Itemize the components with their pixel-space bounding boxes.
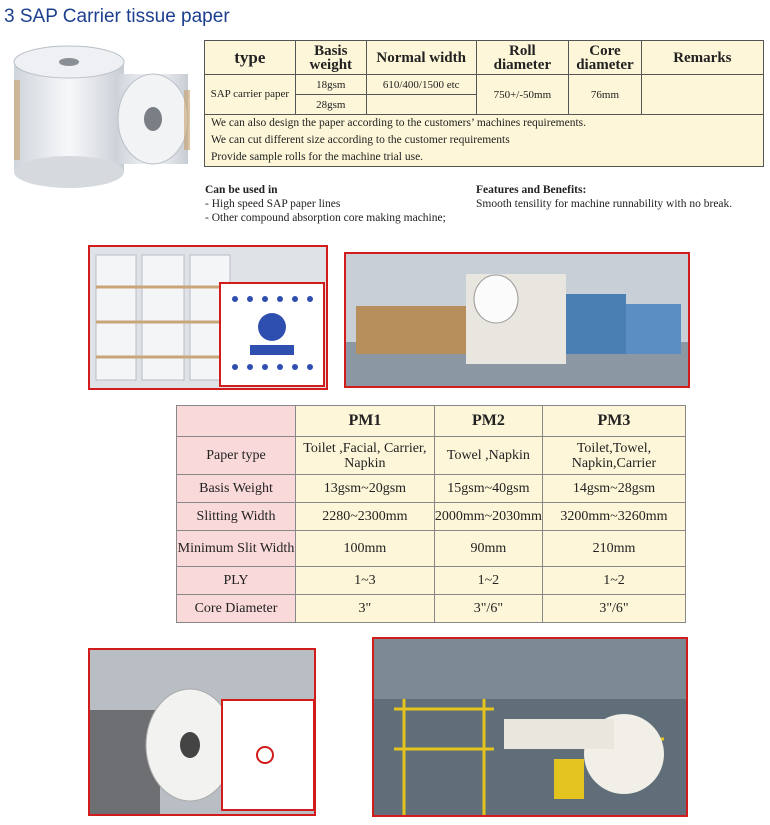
stacked-rolls-photo <box>88 245 328 390</box>
note-line: We can cut different size according to the customer requirements <box>211 134 510 146</box>
table-cell: 2000mm~2030mm <box>434 503 542 531</box>
cell-normal-width: 610/400/1500 etc <box>366 75 476 95</box>
row-label: PLY <box>177 567 296 595</box>
paper-rolls-photo <box>6 40 202 190</box>
row-label: Paper type <box>177 437 296 475</box>
header-roll-diameter: Roll diameter <box>476 41 569 75</box>
table-cell: 210mm <box>542 531 685 567</box>
column-header: PM1 <box>296 406 435 437</box>
features-heading: Features and Benefits: <box>476 184 587 196</box>
row-label: Basis Weight <box>177 475 296 503</box>
cell-basis-weight-2: 28gsm <box>295 95 366 115</box>
note-line: We can also design the paper according to the customers’ machines requirements. <box>211 117 587 129</box>
table-cell: 15gsm~40gsm <box>434 475 542 503</box>
table-corner <box>177 406 296 437</box>
usage-item: - Other compound absorption core making machine; <box>205 212 446 224</box>
header-basis-weight: Basis weight <box>295 41 366 75</box>
table-cell: 1~3 <box>296 567 435 595</box>
table-cell: 2280~2300mm <box>296 503 435 531</box>
table-cell: 1~2 <box>542 567 685 595</box>
cell-remarks <box>641 75 763 115</box>
table-cell: 3200mm~3260mm <box>542 503 685 531</box>
table-cell: 13gsm~20gsm <box>296 475 435 503</box>
row-label: Core Diameter <box>177 595 296 623</box>
paper-machine-table <box>176 405 686 623</box>
features-text: Smooth tensility for machine runnability with no break. <box>476 198 733 210</box>
table-cell: 1~2 <box>434 567 542 595</box>
row-label: Minimum Slit Width <box>177 531 296 567</box>
table-cell: 100mm <box>296 531 435 567</box>
paper-machine-photo <box>372 637 688 817</box>
table-cell: 90mm <box>434 531 542 567</box>
usage-heading: Can be used in <box>205 184 278 196</box>
features-block <box>476 183 766 211</box>
napkin-roll-photo <box>88 648 316 816</box>
rewinder-machine-photo <box>344 252 690 388</box>
table-cell: Towel ,Napkin <box>434 437 542 475</box>
cell-core-diameter: 76mm <box>569 75 641 115</box>
usage-item: - High speed SAP paper lines <box>205 198 341 210</box>
header-core-diameter: Core diameter <box>569 41 641 75</box>
table-cell: 14gsm~28gsm <box>542 475 685 503</box>
cell-basis-weight-1: 18gsm <box>295 75 366 95</box>
table-cell: 3"/6" <box>542 595 685 623</box>
header-remarks: Remarks <box>641 41 763 75</box>
page-title: 3 SAP Carrier tissue paper <box>4 6 230 27</box>
note-line: Provide sample rolls for the machine trial use. <box>211 151 424 163</box>
cell-roll-diameter: 750+/-50mm <box>476 75 569 115</box>
table-cell: 3" <box>296 595 435 623</box>
column-header: PM3 <box>542 406 685 437</box>
table-cell: Toilet ,Facial, Carrier, Napkin <box>296 437 435 475</box>
cell-normal-width-empty <box>366 95 476 115</box>
table-cell: 3"/6" <box>434 595 542 623</box>
column-header: PM2 <box>434 406 542 437</box>
header-type: type <box>205 41 296 75</box>
spec-notes <box>205 115 764 167</box>
spec-table <box>204 40 764 167</box>
usage-block <box>205 183 475 225</box>
table-cell: Toilet,Towel, Napkin,Carrier <box>542 437 685 475</box>
cell-type: SAP carrier paper <box>205 75 296 115</box>
row-label: Slitting Width <box>177 503 296 531</box>
header-normal-width: Normal width <box>366 41 476 75</box>
